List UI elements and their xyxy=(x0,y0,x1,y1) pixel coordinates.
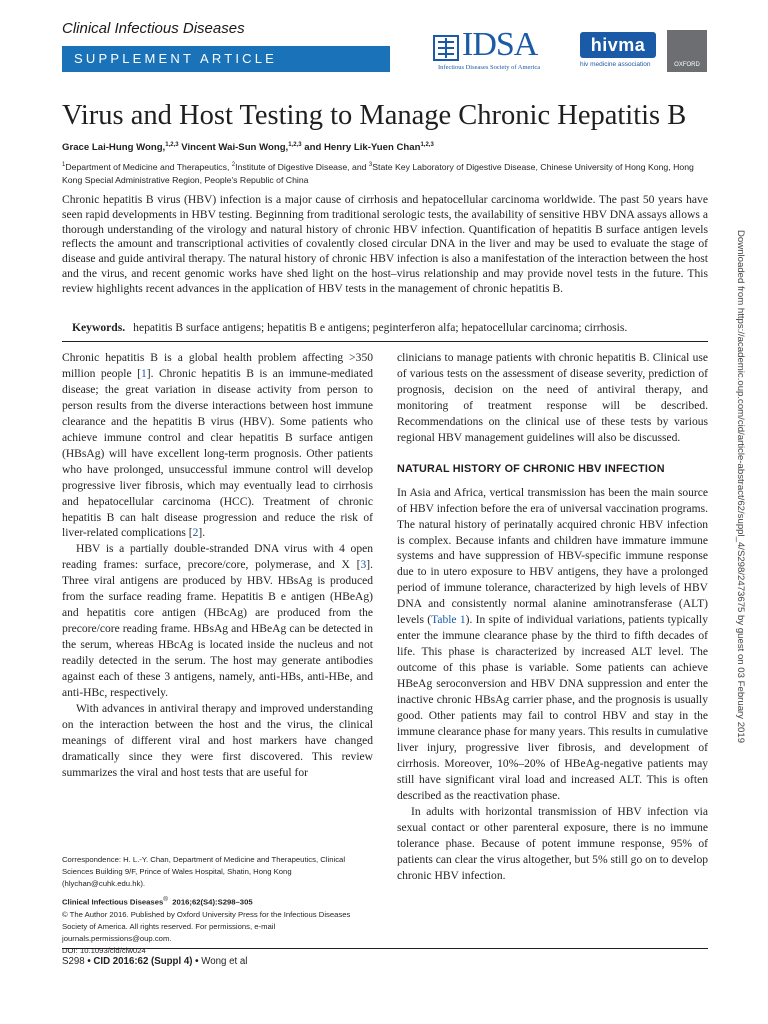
idsa-subtitle: Infectious Diseases Society of America xyxy=(438,64,541,71)
affil-marker-2: 2 xyxy=(231,162,236,168)
author-1-affil: 1,2,3 xyxy=(165,142,179,148)
footer-authors: Wong et al xyxy=(201,956,248,967)
body-column-left xyxy=(62,351,373,782)
download-watermark: Downloaded from https://academic.oup.com/cid/article-abstract/62/suppl_4/S298/2473675 by guest on 03 February 2019 xyxy=(735,230,746,744)
journal-name: Clinical Infectious Diseases xyxy=(62,20,245,37)
hivma-subtitle: hiv medicine association xyxy=(580,61,651,68)
affil-1: Department of Medicine and Therapeutics, xyxy=(65,161,232,172)
table-link[interactable]: Table 1 xyxy=(431,614,466,627)
text-run: HBV is a partially double-stranded DNA virus with 4 open reading frames: surface, precore/core, polymerase, and X [ xyxy=(62,543,373,572)
article-type-banner: SUPPLEMENT ARTICLE xyxy=(62,46,390,72)
affil-3: State Key Laboratory of Digestive Disease, Chinese University of Hong Kong, Hong Kong Special Administrative Region, People's Republic of China xyxy=(62,161,694,185)
paragraph xyxy=(397,486,708,805)
affiliations xyxy=(62,159,712,187)
page-footer xyxy=(62,956,247,967)
hivma-wordmark: hivma xyxy=(580,32,656,58)
hivma-logo[interactable] xyxy=(580,30,658,72)
keywords-label: Keywords. xyxy=(72,321,126,334)
author-3-affil: 1,2,3 xyxy=(420,142,434,148)
author-2: Vincent Wai-Sun Wong, xyxy=(181,142,289,154)
keywords xyxy=(72,321,708,334)
article-title: Virus and Host Testing to Manage Chronic Hepatitis B xyxy=(62,100,687,131)
text-run: ]. xyxy=(198,527,206,540)
paragraph: In adults with horizontal transmission of HBV infection via sexual contact or other parenteral exposure, there is no immune tolerance phase. Because of potent immune response, 95% of patients can clear the virus altogether, but 5% still go on to develop chronic HBV infection. xyxy=(397,805,708,882)
correspondence-footnote xyxy=(62,854,373,957)
idsa-logo[interactable] xyxy=(432,26,572,72)
citation-link[interactable]: 3 xyxy=(360,559,367,572)
citation-line xyxy=(62,894,373,909)
text-run: In Asia and Africa, vertical transmission has been the main source of HBV infection before the era of universal vaccination programs. The natural history of perinatally acquired chronic HBV infection is complex. Because infants and children have immature immune systems and have suppression of HBV-specific immune response due to in utero exposure to HBV antigens, they have a prolonged period of immune tolerance, characterized by high levels of HBV DNA and consistently normal alanine aminotransferase (ALT) levels ( xyxy=(397,486,708,627)
keywords-text: hepatitis B surface antigens; hepatitis B e antigens; peginterferon alfa; hepatocellular carcinoma; cirrhosis. xyxy=(133,321,628,334)
footer-divider xyxy=(62,948,708,949)
affil-marker-3: 3 xyxy=(368,162,373,168)
oxford-wordmark: OXFORD xyxy=(674,62,700,68)
footer-journal: CID 2016:62 (Suppl 4) xyxy=(93,956,193,967)
author-2-affil: 1,2,3 xyxy=(288,142,302,148)
idsa-emblem-icon xyxy=(432,32,460,64)
citation-link[interactable]: 2 xyxy=(192,527,199,540)
citation-link[interactable]: 1 xyxy=(140,367,147,380)
separator: • xyxy=(192,956,202,967)
paragraph xyxy=(62,542,373,702)
text-run: Chronic hepatitis B is a global health problem affecting >350 million people [ xyxy=(62,352,373,380)
correspondence: Correspondence: H. L.-Y. Chan, Department of Medicine and Therapeutics, Clinical Sciences Building 9/F, Prince of Wales Hospital, Shatin, Hong Kong (hlychan@cuhk.edu.hk). xyxy=(62,855,346,888)
section-heading: NATURAL HISTORY OF CHRONIC HBV INFECTION xyxy=(397,462,665,475)
registered-mark: ® xyxy=(163,896,168,903)
author-1: Grace Lai-Hung Wong, xyxy=(62,142,166,154)
idsa-wordmark: IDSA xyxy=(462,26,538,63)
cite-journal: Clinical Infectious Diseases xyxy=(62,897,164,907)
author-list xyxy=(62,142,434,153)
oxford-logo[interactable] xyxy=(667,30,707,72)
paragraph: With advances in antiviral therapy and improved understanding on the interaction between the host and the virus, the clinical meanings of different viral and host markers have changed dramatically since they were first discovered. This review summarizes the viral and host tests that are useful for xyxy=(62,702,373,779)
abstract-divider xyxy=(62,341,708,342)
paragraph xyxy=(62,351,373,542)
doi[interactable]: DOI: 10.1093/cid/ciw024 xyxy=(62,945,146,955)
affil-marker-1: 1 xyxy=(62,162,66,168)
separator: • xyxy=(84,956,94,967)
body-column-right xyxy=(397,351,708,885)
text-run: ]. Three viral antigens are produced by HBV. HBsAg is produced from the surface reading frame. Hepatitis B e antigen (HBeAg) and hepatitis core antigen (HBcAg) are produced from the precore/core reading frame. HBsAg and HBeAg can be detected in the serum, whereas HBcAg is located inside the nucleus and not readily detected in the serum. The host may generate antibodies against each of these 3 antigens, namely, anti-HBs, anti-HBe, and anti-HBc, respectively. xyxy=(62,559,373,700)
page-number: S298 xyxy=(62,956,85,967)
copyright: © The Author 2016. Published by Oxford University Press for the Infectious Diseases Society of America. All rights reserved. For permissions, e-mail journals.permissions@oup.com. xyxy=(62,909,351,943)
cite-volume: 2016;62(S4):S298–305 xyxy=(172,897,253,907)
paragraph: clinicians to manage patients with chronic hepatitis B. Clinical use of various tests on the assessment of disease severity, prediction of prognosis, decision on the need of antiviral therapy, and monitoring of treatment response will be described. Recommendations on the clinical use of these tests by various regional HBV management guidelines will also be discussed. xyxy=(397,352,708,444)
author-3: and Henry Lik-Yuen Chan xyxy=(304,142,421,154)
affil-2: Institute of Digestive Disease, and xyxy=(235,161,369,172)
abstract: Chronic hepatitis B virus (HBV) infection is a major cause of cirrhosis and hepatocellular carcinoma worldwide. The past 50 years have seen rapid developments in HBV testing. Beginning from traditional serologic tests, the availability of sensitive HBV DNA assays allows a thorough understanding of the virology and natural history of chronic HBV infection. Quantification of hepatitis B surface antigen levels reflects the amount and transcriptional activities of covalently closed circular DNA in the liver and may be used to evaluate the stage of disease and guide antiviral therapy. The natural history of chronic HBV infection is also a manifestation of the interaction between the host and the virus, and recent genomic works have shed light on the host–virus relationship and may provide novel tests in the future. This review highlights recent advances in the application of HBV tests in the management of chronic hepatitis B. xyxy=(62,193,708,295)
text-run: ). In spite of individual variations, patients typically enter the immune clearance phase by the third to fifth decades of life. This phase is characterized by increased ALT level. The outcome of this phase is variable. Some patients can achieve HBeAg seroconversion and HBV DNA suppression and enter the inactive chronic HBsAg carrier phase, and the prognosis is usually good. Other patients may fail to control HBV and stay in the immune clearance phase for many years. This results in cumulative liver injury, progressive liver fibrosis, and development of cirrhosis. Moreover, 10%–20% of HBeAg-negative patients may still have significant viral load and increased ALT. This is often described as the reactivation phase. xyxy=(397,614,708,802)
text-run: ]. Chronic hepatitis B is an immune-mediated disease; the great variation in disease activity from person to person results from the diverse interactions between host immune clearance and the hepatitis B virus (HBV). Some patients who achieve immune control and clear hepatitis B surface antigen (HBsAg) will have excellent long-term prognosis. Other patients who have prolonged, unsuccessful immune control will develop progressive liver fibrosis, which may eventually lead to cirrhosis and hepatocellular carcinoma (HCC). Treatment of chronic hepatitis B can halt disease progression and reduce the risk of liver-related complications [ xyxy=(62,367,373,540)
